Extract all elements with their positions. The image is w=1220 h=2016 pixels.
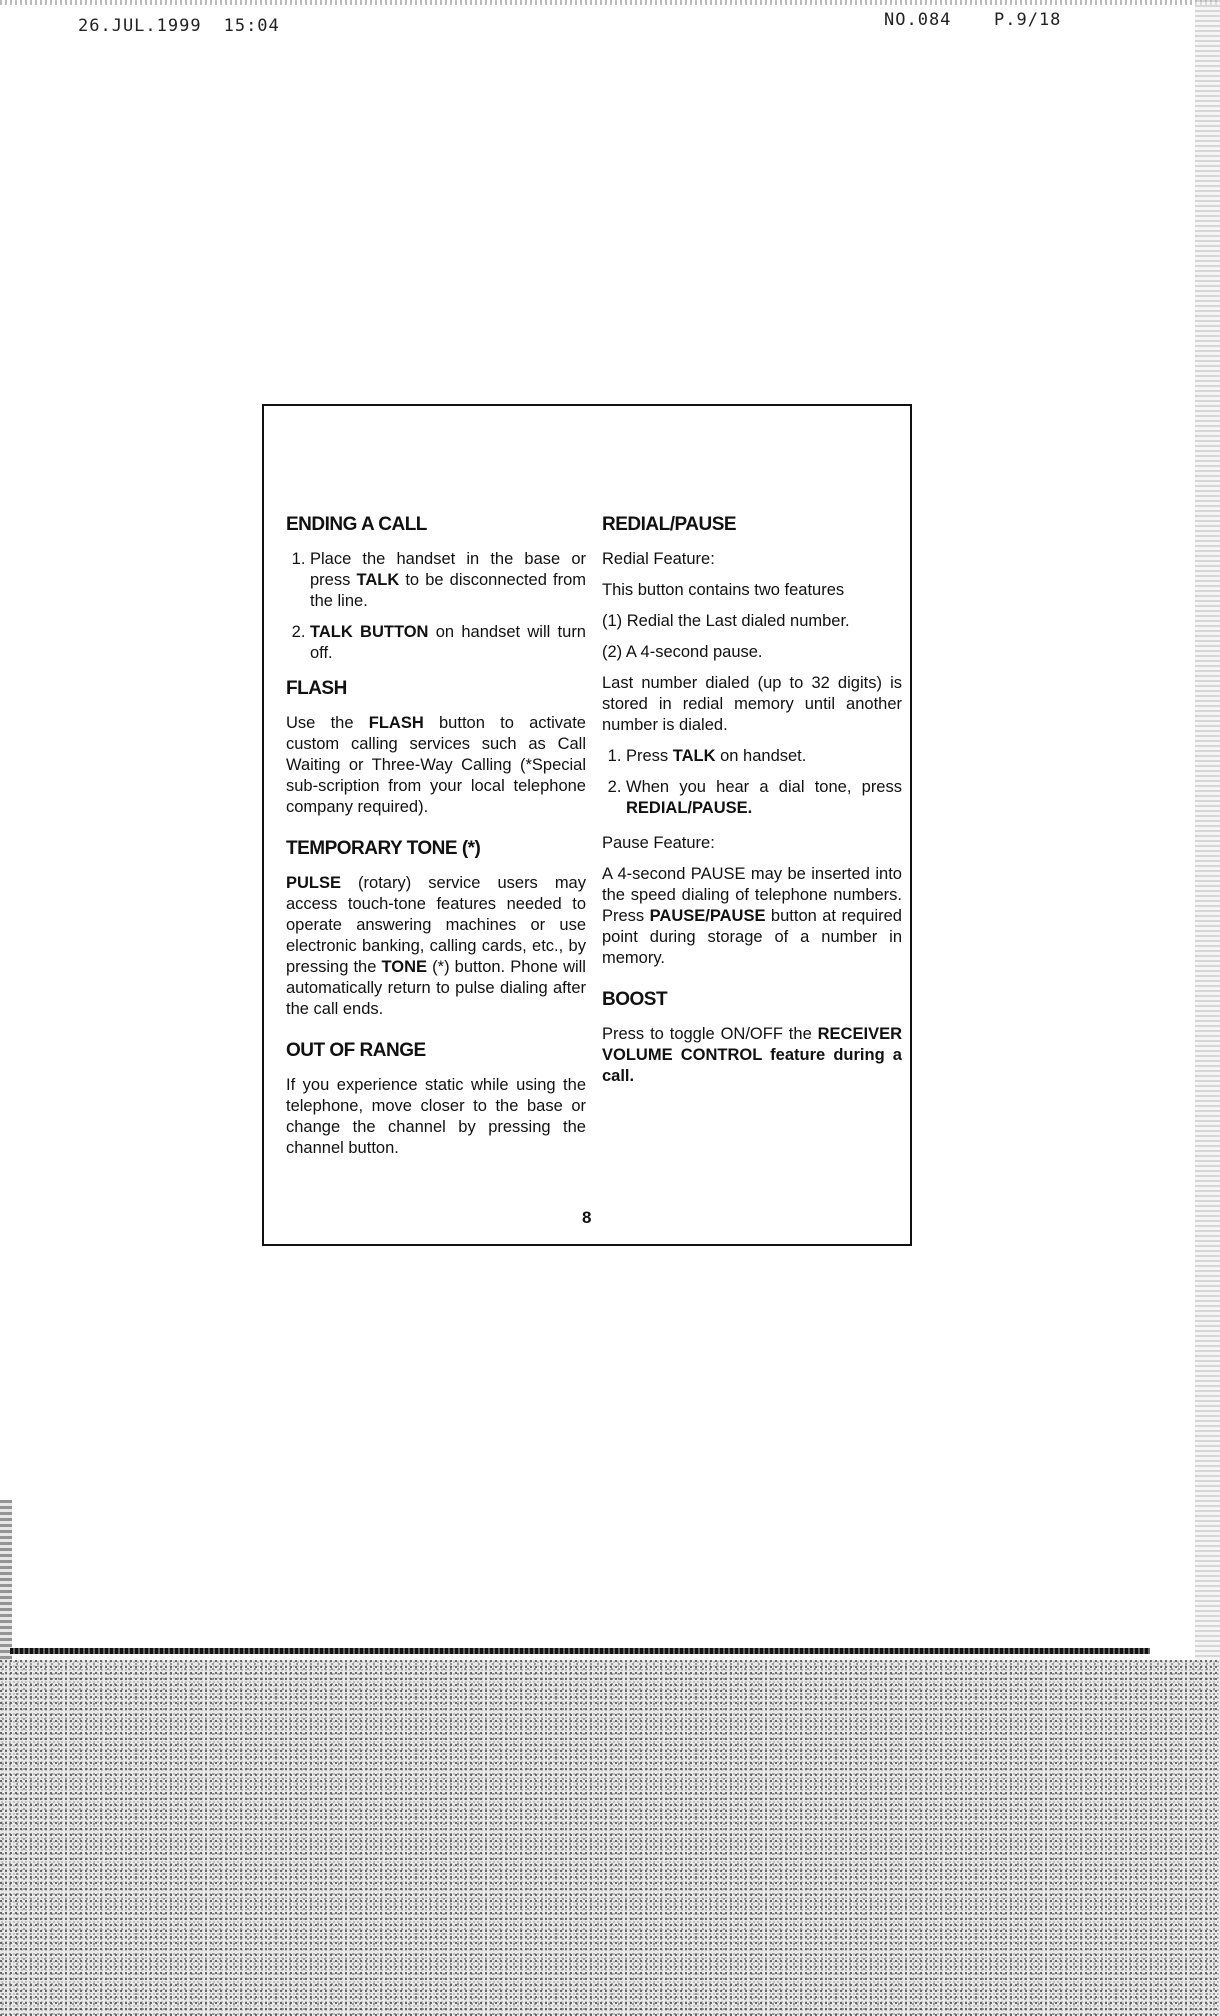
pause-pre: A 4-second PAUSE may be inserted into the speed dialing of telephone numbers. Press xyxy=(602,865,902,925)
tone-mid: (rotary) service users may access touch-tone features needed to operate answering machines or use electronic banking, calling cards, etc., by pressing the xyxy=(286,874,586,976)
ending-a-call-steps xyxy=(286,549,586,664)
step-bold: TALK xyxy=(356,571,400,589)
redial-feature-1: (1) Redial the Last dialed number. xyxy=(602,612,850,630)
temporary-tone-text xyxy=(286,873,586,1020)
out-of-range-text: If you experience static while using the telephone, move closer to the base or change the channel by pressing the channel button. xyxy=(286,1076,586,1157)
scan-left-edge xyxy=(0,1500,12,1660)
redial-steps xyxy=(602,746,902,819)
fax-datetime xyxy=(78,16,280,36)
boost-pre: Press to toggle ON/OFF the xyxy=(602,1025,818,1043)
redial-memory-text: Last number dialed (up to 32 digits) is stored in redial memory until another number is dialed. xyxy=(602,674,902,734)
flash-text xyxy=(286,713,586,818)
fax-time: 15:04 xyxy=(223,16,280,36)
fax-header xyxy=(0,0,1220,50)
ending-a-call-heading: ENDING A CALL xyxy=(286,514,427,535)
flash-heading: FLASH xyxy=(286,678,347,699)
page-number: 8 xyxy=(582,1208,592,1227)
step-text: on handset will turn off. xyxy=(310,623,586,662)
scan-noise-area xyxy=(0,1660,1220,2016)
step-text: Place the handset in the base or press xyxy=(310,550,586,589)
left-column xyxy=(286,514,586,1169)
pause-feature-label: Pause Feature: xyxy=(602,834,715,852)
ending-step-2 xyxy=(310,622,586,664)
boost-heading: BOOST xyxy=(602,989,668,1010)
fax-date: 26.JUL.1999 xyxy=(78,16,202,36)
pause-bold: PAUSE/PAUSE xyxy=(649,907,766,925)
temporary-tone-heading: TEMPORARY TONE (*) xyxy=(286,838,481,859)
scan-right-edge xyxy=(1195,0,1220,1660)
step-bold: TALK xyxy=(672,747,716,765)
step-text: to be disconnected from the line. xyxy=(310,571,587,610)
redial-intro: This button contains two features xyxy=(602,581,845,599)
boost-text xyxy=(602,1024,902,1087)
pause-feature-text xyxy=(602,864,902,969)
flash-bold: FLASH xyxy=(368,714,424,732)
step-text: Press xyxy=(626,747,673,765)
right-column xyxy=(602,514,902,1097)
fax-page: P.9/18 xyxy=(994,10,1062,30)
step-text: When you hear a dial tone, press xyxy=(626,778,902,796)
boost-bold: RECEIVER VOLUME CONTROL xyxy=(602,1025,902,1064)
flash-pre: Use the xyxy=(286,714,369,732)
fax-number: NO.084 xyxy=(884,10,952,30)
redial-feature-2: (2) A 4-second pause. xyxy=(602,643,763,661)
flash-post: button to activate custom calling services such as Call Waiting or Three-Way Calling (*Special sub-scription from your local telephone company required). xyxy=(286,714,586,816)
tone-bold-1: PULSE xyxy=(286,874,342,892)
tone-post: (*) button. Phone will automatically return to pulse dialing after the call ends. xyxy=(286,958,586,1018)
step-bold: REDIAL/PAUSE. xyxy=(626,799,753,817)
redial-feature-label: Redial Feature: xyxy=(602,550,715,568)
redial-step-2 xyxy=(626,777,902,819)
scan-edge-rule xyxy=(10,1648,1150,1654)
tone-bold-2: TONE xyxy=(381,958,428,976)
pause-post: button at required point during storage of a number in memory. xyxy=(602,907,902,967)
step-bold: TALK BUTTON xyxy=(310,623,429,641)
boost-post: feature during a call. xyxy=(602,1046,902,1085)
redial-pause-heading: REDIAL/PAUSE xyxy=(602,514,737,535)
out-of-range-heading: OUT OF RANGE xyxy=(286,1040,426,1061)
redial-step-1 xyxy=(626,746,902,767)
step-text: on handset. xyxy=(715,747,807,765)
manual-page xyxy=(262,404,912,1246)
ending-step-1 xyxy=(310,549,586,612)
